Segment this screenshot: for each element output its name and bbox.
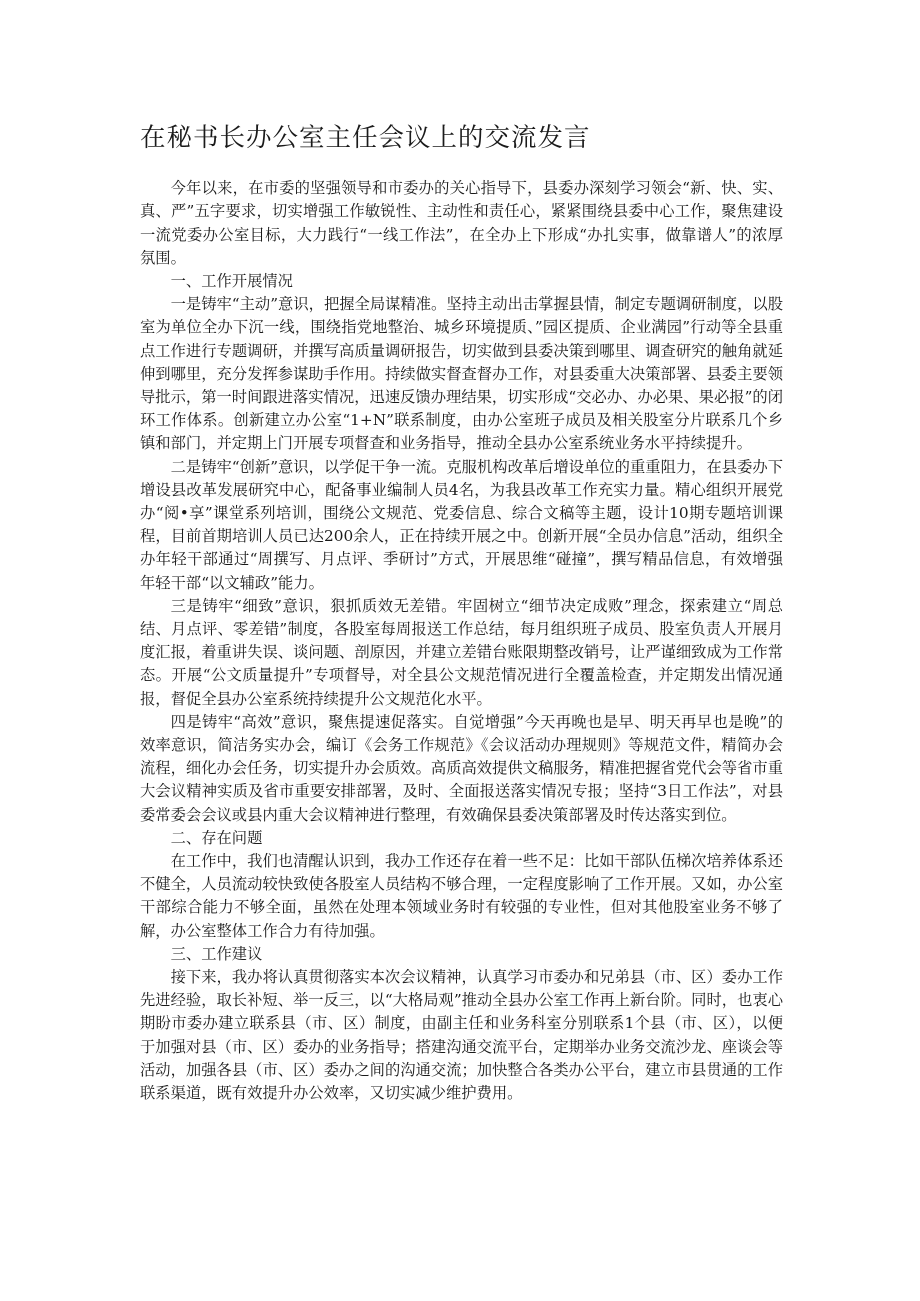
paragraph-innovation: 二是铸牢“创新”意识，以学促干争一流。克服机构改革后增设单位的重重阻力，在县委办下增设县改革发展研究中心，配备事业编制人员4名，为我县改革工作充实力量。精心组织开展党办“阅•享”课堂系列培训，围绕公文规范、党委信息、综合文稿等主题，设计10期专题培训课程，目前首期培训人员已达200余人，正在持续开展之中。创新开展“全员办信息”活动，组织全办年轻干部通过“周撰写、月点评、季研讨”方式，开展思维“碰撞”，撰写精品信息，有效增强年轻干部“以文辅政”能力。 bbox=[140, 457, 783, 592]
document-title: 在秘书长办公室主任会议上的交流发言 bbox=[140, 123, 591, 153]
intro-paragraph: 今年以来，在市委的坚强领导和市委办的关心指导下，县委办深刻学习领会“新、快、实、真、严”五字要求，切实增强工作敏锐性、主动性和责任心，紧紧围绕县委中心工作，聚焦建设一流党委办公室目标，大力践行“一线工作法”，在全办上下形成“办扎实事，做靠谱人”的浓厚氛围。 bbox=[140, 179, 783, 267]
paragraph-problems: 在工作中，我们也清醒认识到，我办工作还存在着一些不足：比如干部队伍梯次培养体系还不健全，人员流动较快致使各股室人员结构不够合理，一定程度影响了工作开展。又如，办公室干部综合能力不够全面，虽然在处理本领域业务时有较强的专业性，但对其他股室业务不够了解，办公室整体工作合力有待加强。 bbox=[140, 852, 783, 940]
section-heading-problems: 二、存在问题 bbox=[170, 828, 263, 847]
section-heading-suggestions: 三、工作建议 bbox=[170, 944, 263, 963]
paragraph-suggestions: 接下来，我办将认真贯彻落实本次会议精神，认真学习市委办和兄弟县（市、区）委办工作先进经验，取长补短、举一反三，以“大格局观”推动全县办公室工作再上新台阶。同时，也衷心期盼市委办建立联系县（市、区）制度，由副主任和业务科室分别联系1个县（市、区），以便于加强对县（市、区）委办的业务指导；搭建沟通交流平台，定期举办业务交流沙龙、座谈会等活动，加强各县（市、区）委办之间的沟通交流；加快整合各类办公平台，建立市县贯通的工作联系渠道，既有效提升办公效率，又切实减少维护费用。 bbox=[140, 968, 783, 1103]
paragraph-detail: 三是铸牢“细致”意识，狠抓质效无差错。牢固树立“细节决定成败”理念，探索建立“周总结、月点评、零差错”制度，各股室每周报送工作总结，每月组织班子成员、股室负责人开展月度汇报，着重讲失误、谈问题、剖原因，并建立差错台账限期整改销号，让严谨细致成为工作常态。开展“公文质量提升”专项督导，对全县公文规范情况进行全覆盖检查，并定期发出情况通报，督促全县办公室系统持续提升公文规范化水平。 bbox=[140, 596, 783, 708]
paragraph-proactive: 一是铸牢“主动”意识，把握全局谋精准。坚持主动出击掌握县情，制定专题调研制度，以股室为单位全办下沉一线，围绕指党地整治、城乡环境提质、”园区提质、企业满园”行动等全县重点工作进行专题调研，并撰写高质量调研报告，切实做到县委决策到哪里、调查研究的触角就延伸到哪里，充分发挥参谋助手作用。持续做实督查督办工作，对县委重大决策部署、县委主要领导批示，第一时间跟进落实情况，迅速反馈办理结果，切实形成“交必办、办必果、果必报”的闭环工作体系。创新建立办公室“1+N”联系制度，由办公室班子成员及相关股室分片联系几个乡镇和部门，并定期上门开展专项督查和业务指导，推动全县办公室系统业务水平持续提升。 bbox=[140, 295, 783, 453]
section-heading-work-status: 一、工作开展情况 bbox=[170, 271, 293, 290]
document-page bbox=[140, 122, 783, 1105]
paragraph-efficiency: 四是铸牢“高效”意识，聚焦提速促落实。自觉增强”今天再晚也是早、明天再早也是晚”的效率意识，简洁务实办会，编订《会务工作规范》《会议活动办理规则》等规范文件，精简办会流程，细化办会任务，切实提升办会质效。高质高效提供文稿服务，精准把握省党代会等省市重大会议精神实质及省市重要安排部署，及时、全面报送落实情况专报；坚持“3日工作法”，对县委常委会会议或县内重大会议精神进行整理，有效确保县委决策部署及时传达落实到位。 bbox=[140, 712, 783, 824]
